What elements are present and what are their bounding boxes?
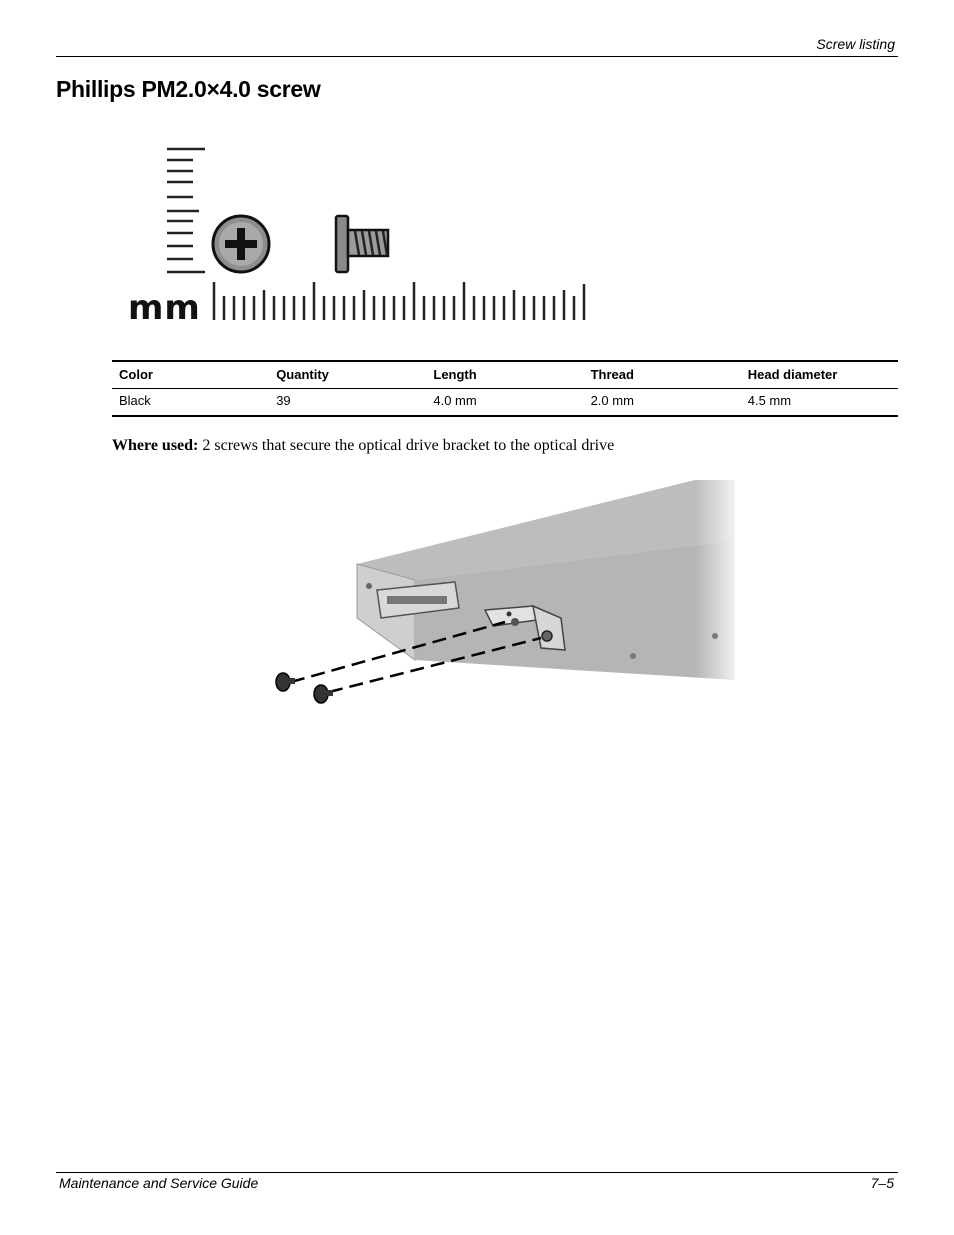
screw-icon [314, 685, 333, 703]
table-cell: 2.0 mm [584, 389, 741, 417]
vertical-mm-scale [167, 149, 205, 272]
column-header: Head diameter [741, 361, 898, 389]
page-title: Phillips PM2.0×4.0 screw [56, 76, 321, 102]
phillips-head-icon [213, 216, 269, 272]
screw-scale-figure [125, 140, 595, 330]
where-used-paragraph [112, 437, 614, 455]
where-used-text: 2 screws that secure the optical drive bracket to the optical drive [198, 437, 615, 454]
table-row [112, 389, 898, 417]
table-cell: 4.5 mm [741, 389, 898, 417]
column-header: Length [426, 361, 583, 389]
table-cell: Black [112, 389, 269, 417]
screw-spec-table [112, 360, 898, 417]
table-header-row [112, 361, 898, 389]
screw-side-icon [336, 216, 388, 272]
column-header: Quantity [269, 361, 426, 389]
page-number: 7–5 [870, 1175, 894, 1191]
table-cell: 4.0 mm [426, 389, 583, 417]
column-header: Color [112, 361, 269, 389]
table-cell: 39 [269, 389, 426, 417]
section-name: Screw listing [816, 36, 895, 52]
optical-drive-bracket-illustration [265, 470, 745, 710]
running-header [56, 34, 898, 57]
optical-drive-figure [265, 470, 745, 715]
column-header: Thread [584, 361, 741, 389]
horizontal-mm-scale [214, 282, 584, 320]
guide-title: Maintenance and Service Guide [59, 1175, 259, 1191]
screw-icon [276, 673, 295, 691]
scale-unit-label: mm [128, 288, 201, 328]
where-used-label: Where used: [112, 437, 199, 454]
running-footer [56, 1172, 898, 1197]
